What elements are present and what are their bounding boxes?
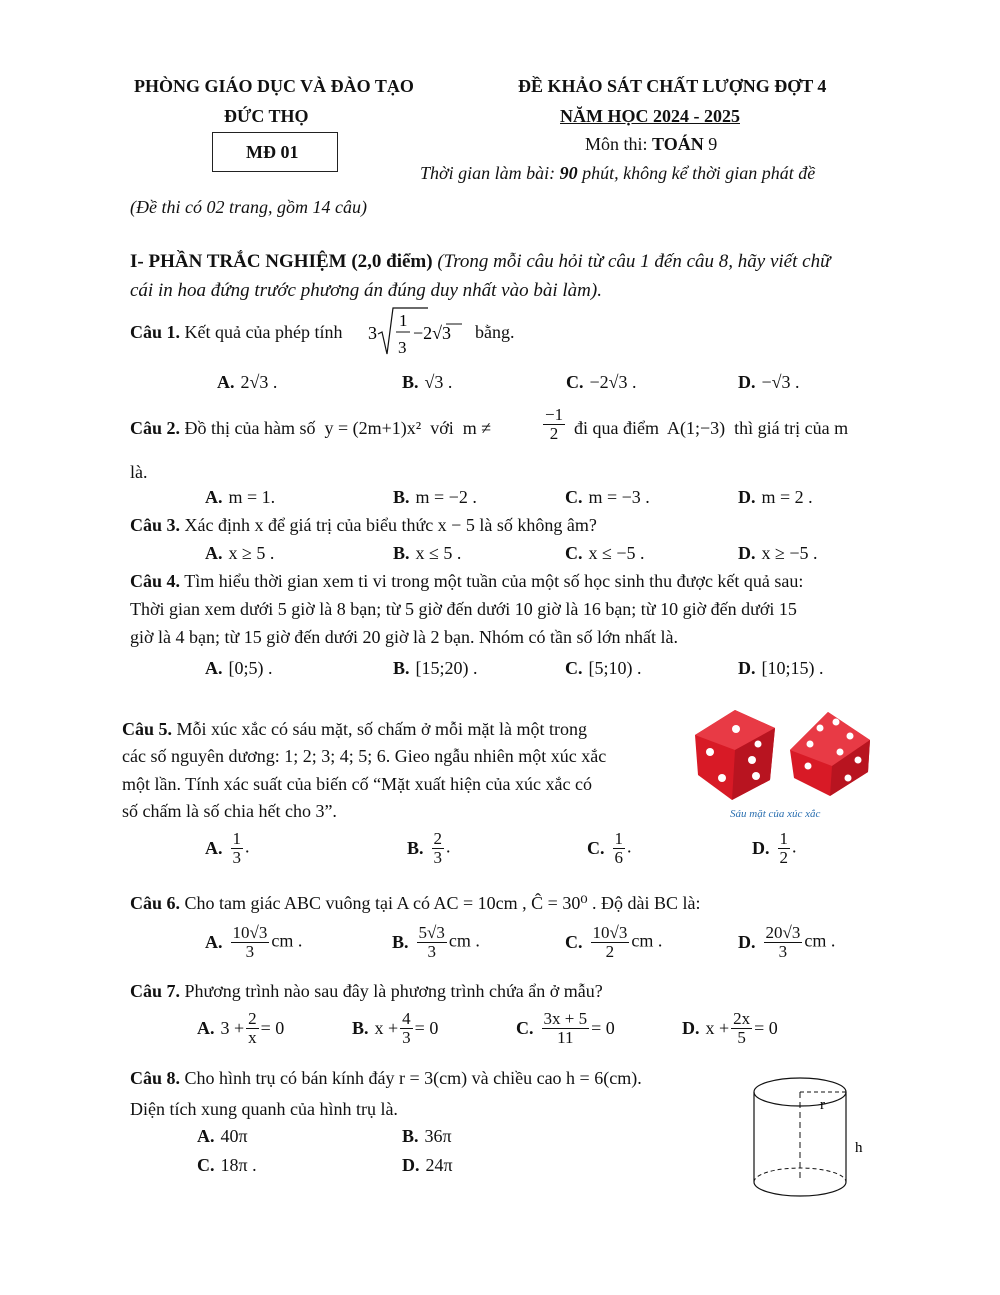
svg-text:−2√3: −2√3: [413, 323, 452, 343]
section-title: I- PHẦN TRẮC NGHIỆM (2,0 điểm): [130, 251, 433, 272]
option-text: x ≤ −5 .: [588, 543, 645, 563]
option-text: x ≥ 5 .: [228, 543, 275, 563]
option-letter: A.: [205, 837, 223, 858]
q2-fraction: [541, 406, 567, 443]
q6-option-d[interactable]: [738, 924, 835, 961]
frac-den: 3: [778, 941, 788, 961]
option-letter: B.: [393, 487, 410, 507]
q8-option-c[interactable]: [197, 1155, 257, 1176]
frac-num: 1: [232, 829, 241, 848]
question-6: [130, 893, 701, 914]
svg-text:3: 3: [368, 323, 377, 343]
q5-option-d[interactable]: D. $\frac{1}{2}$ .: [752, 829, 797, 867]
option-letter: C.: [565, 543, 583, 563]
q4-label: Câu 4.: [130, 571, 181, 591]
frac-den: 11: [557, 1027, 574, 1047]
q8-option-a[interactable]: [197, 1126, 248, 1147]
q7-option-c[interactable]: C. $\frac{3x + 5}{11}$ = 0: [516, 1009, 615, 1047]
q5-line3: một lần. Tính xác suất của biến cố “Mặt xuất hiện của xúc xắc có: [122, 774, 592, 794]
q8-line2: Diện tích xung quanh của hình trụ là.: [130, 1099, 398, 1119]
school-year: NĂM HỌC 2024 - 2025: [560, 106, 740, 126]
frac-den: 2: [605, 941, 615, 961]
frac-den: 2: [779, 847, 788, 867]
option-text: 40π: [220, 1126, 248, 1146]
q3-option-a[interactable]: [205, 543, 274, 564]
q4-option-b[interactable]: [393, 658, 478, 679]
q2-option-c[interactable]: [565, 487, 650, 508]
frac-num: 10√3: [592, 923, 628, 942]
frac-num: 2: [248, 1009, 257, 1028]
q6-text: Cho tam giác ABC vuông tại A có AC = 10cm , Ĉ = 30⁰ . Độ dài BC là:: [184, 893, 701, 913]
option-letter: B.: [402, 372, 419, 392]
question-2: [130, 418, 491, 439]
option-text: [10;15) .: [761, 658, 824, 678]
q1-text: Kết quả của phép tính: [184, 322, 343, 342]
q2-condition: m ≠: [462, 418, 492, 438]
q8-label: Câu 8.: [130, 1068, 181, 1088]
frac-den: 5: [737, 1027, 746, 1047]
q5-label: Câu 5.: [122, 719, 173, 739]
option-text: −√3 .: [761, 372, 800, 392]
question-8: [130, 1068, 642, 1089]
section-instruction: (Trong mỗi câu hỏi từ câu 1 đến câu 8, hãy viết chữ: [437, 251, 831, 272]
exam-code: MĐ 01: [246, 142, 299, 162]
cylinder-figure: [750, 1072, 870, 1212]
frac-den: 3: [402, 1027, 411, 1047]
unit: cm .: [804, 930, 836, 951]
option-letter: A.: [197, 1017, 215, 1038]
q4-option-a[interactable]: [205, 658, 273, 679]
q2-tail2: là.: [130, 462, 148, 482]
q4-option-d[interactable]: [738, 658, 824, 679]
time-prefix: Thời gian làm bài:: [420, 163, 560, 183]
frac-num: 2: [433, 829, 443, 848]
option-text: m = 1.: [228, 487, 276, 507]
option-letter: C.: [565, 487, 583, 507]
q1-expression: [368, 304, 468, 362]
q6-label: Câu 6.: [130, 893, 181, 913]
option-letter: A.: [205, 543, 223, 563]
q3-option-b[interactable]: [393, 543, 461, 564]
option-letter: D.: [738, 543, 756, 563]
q2-option-d[interactable]: [738, 487, 813, 508]
q2-label: Câu 2.: [130, 418, 181, 438]
option-text: [15;20) .: [415, 658, 478, 678]
option-letter: D.: [402, 1155, 420, 1175]
option-letter: D.: [738, 658, 756, 678]
subject-name: TOÁN: [652, 134, 704, 154]
q2-text: Đồ thị của hàm số: [184, 418, 316, 438]
frac-den: 3: [245, 941, 255, 961]
q7-option-a[interactable]: A. 3 + $\frac{2}{x}$ = 0: [197, 1009, 285, 1047]
frac-num: 3x + 5: [543, 1009, 588, 1028]
q1-option-b[interactable]: [402, 372, 452, 393]
option-letter: A.: [205, 931, 223, 952]
section-instruction-cont: cái in hoa đứng trước phương án đúng duy nhất vào bài làm).: [130, 280, 602, 301]
frac-num: 4: [402, 1009, 411, 1028]
option-letter: D.: [752, 837, 770, 858]
time-line: [420, 163, 815, 184]
option-letter: B.: [393, 543, 410, 563]
frac-num: 2x: [733, 1009, 751, 1028]
pages-note: (Đề thi có 02 trang, gồm 14 câu): [130, 197, 367, 217]
q7-label: Câu 7.: [130, 981, 181, 1001]
frac-num: 10√3: [232, 923, 268, 942]
frac-den: 6: [614, 847, 623, 867]
question-5: [122, 719, 587, 740]
q2-point: A(1;−3): [667, 418, 726, 438]
q6-option-c[interactable]: [565, 924, 662, 961]
q1-tail: bằng.: [475, 322, 515, 342]
option-text: √3 .: [424, 372, 453, 392]
option-letter: D.: [682, 1017, 700, 1038]
unit: cm .: [448, 930, 480, 951]
time-suffix: phút, không kể thời gian phát đề: [577, 163, 816, 183]
option-letter: A.: [205, 487, 223, 507]
q7-option-d[interactable]: D. x + $\frac{2x}{5}$ = 0: [682, 1009, 778, 1047]
frac-den: 3: [232, 847, 241, 867]
option-letter: C.: [587, 837, 605, 858]
exam-title: ĐỀ KHẢO SÁT CHẤT LƯỢNG ĐỢT 4: [518, 76, 827, 96]
frac-num: 5√3: [418, 923, 445, 942]
frac-num: 20√3: [765, 923, 801, 942]
q2-option-b[interactable]: [393, 487, 477, 508]
q8-option-d[interactable]: [402, 1155, 453, 1176]
question-3: [130, 515, 597, 536]
option-text: [0;5) .: [228, 658, 273, 678]
frac-num: 1: [614, 829, 623, 848]
option-text: 36π: [424, 1126, 452, 1146]
die-right: [790, 712, 870, 796]
option-letter: B.: [352, 1017, 369, 1038]
q2-pass: đi qua điểm: [574, 418, 659, 438]
dice-image: [690, 700, 890, 810]
q1-label: Câu 1.: [130, 322, 181, 342]
section-heading: [130, 251, 830, 273]
frac-den: 3: [427, 941, 436, 961]
option-letter: C.: [566, 372, 584, 392]
option-letter: B.: [393, 658, 410, 678]
option-letter: B.: [392, 931, 409, 952]
option-letter: A.: [197, 1126, 215, 1146]
q2-with: với: [430, 418, 454, 438]
q2-rest: [574, 418, 848, 439]
die-left: [695, 710, 775, 800]
option-letter: C.: [197, 1155, 215, 1175]
cylinder-r-label: r: [820, 1097, 825, 1113]
option-letter: D.: [738, 931, 756, 952]
q4-option-c[interactable]: [565, 658, 642, 679]
subject-grade: 9: [703, 134, 718, 154]
svg-text:3: 3: [398, 338, 407, 357]
option-letter: C.: [565, 658, 583, 678]
q3-text: Xác định x để giá trị của biểu thức x − 5 là số không âm?: [184, 515, 597, 535]
q6-option-b[interactable]: [392, 924, 480, 961]
q8-line1: Cho hình trụ có bán kính đáy r = 3(cm) và chiều cao h = 6(cm).: [184, 1068, 642, 1088]
q4-line1: Tìm hiểu thời gian xem ti vi trong một tuần của một số học sinh thu được kết quả sau:: [184, 571, 804, 591]
q5-line2: các số nguyên dương: 1; 2; 3; 4; 5; 6. Gieo ngẫu nhiên một xúc xắc: [122, 746, 607, 766]
district-name: ĐỨC THỌ: [224, 106, 309, 126]
subject-prefix: Môn thi:: [585, 134, 653, 154]
q8-option-b[interactable]: [402, 1126, 452, 1147]
option-text: x ≤ 5 .: [415, 543, 462, 563]
option-text: m = 2 .: [761, 487, 813, 507]
option-text: [5;10) .: [588, 658, 642, 678]
option-letter: A.: [205, 658, 223, 678]
frac-num: 1: [779, 829, 788, 848]
frac-den: 3: [433, 847, 443, 867]
option-text: 2√3 .: [240, 372, 278, 392]
q4-line3: giờ là 4 bạn; từ 15 giờ đến dưới 20 giờ là 2 bạn. Nhóm có tần số lớn nhất là.: [130, 627, 679, 647]
dept-name: PHÒNG GIÁO DỤC VÀ ĐÀO TẠO: [134, 76, 414, 96]
unit: cm .: [271, 930, 303, 951]
q1-option-d[interactable]: [738, 372, 800, 393]
option-letter: D.: [738, 487, 756, 507]
frac-den: x: [248, 1027, 257, 1047]
q5-option-b[interactable]: B. $\frac{2}{3}$ .: [407, 829, 451, 867]
cylinder-h-label: h: [855, 1140, 863, 1156]
q1-option-a[interactable]: [217, 372, 277, 393]
option-text: m = −3 .: [588, 487, 650, 507]
q2-tail: thì giá trị của m: [734, 418, 849, 438]
question-4: [130, 571, 803, 592]
time-value: 90: [559, 163, 578, 183]
option-letter: D.: [738, 372, 756, 392]
unit: cm .: [631, 930, 663, 951]
option-letter: C.: [565, 931, 583, 952]
option-text: x ≥ −5 .: [761, 543, 818, 563]
svg-text:1: 1: [399, 311, 408, 330]
option-letter: B.: [407, 837, 424, 858]
option-letter: B.: [402, 1126, 419, 1146]
option-letter: A.: [217, 372, 235, 392]
q3-option-d[interactable]: [738, 543, 818, 564]
question-7: [130, 981, 603, 1002]
q4-line2: Thời gian xem dưới 5 giờ là 8 bạn; từ 5 giờ đến dưới 10 giờ là 16 bạn; từ 10 giờ đến dưới 15: [130, 599, 797, 619]
frac-num: −1: [545, 405, 564, 424]
option-text: −2√3 .: [589, 372, 637, 392]
option-text: 18π .: [220, 1155, 257, 1175]
q3-option-c[interactable]: [565, 543, 645, 564]
option-letter: C.: [516, 1017, 534, 1038]
q7-text: Phương trình nào sau đây là phương trình chứa ẩn ở mẫu?: [184, 981, 603, 1001]
q5-line1: Mỗi xúc xắc có sáu mặt, số chấm ở mỗi mặt là một trong: [176, 719, 587, 739]
option-text: 24π: [425, 1155, 453, 1175]
q5-option-c[interactable]: C. $\frac{1}{6}$ .: [587, 829, 632, 867]
option-text: m = −2 .: [415, 487, 477, 507]
q5-option-a[interactable]: A. $\frac{1}{3}$ .: [205, 829, 250, 867]
q6-option-a[interactable]: [205, 924, 302, 961]
frac-den: 2: [549, 423, 559, 443]
dice-caption: Sáu mặt của xúc xắc: [730, 808, 821, 820]
q1-option-c[interactable]: [566, 372, 637, 393]
q2-function: y = (2m+1)x²: [324, 418, 422, 438]
q3-label: Câu 3.: [130, 515, 181, 535]
subject-line: [585, 134, 717, 155]
q5-line4: số chấm là số chia hết cho 3”.: [122, 801, 337, 821]
q2-option-a[interactable]: [205, 487, 275, 508]
q7-option-b[interactable]: B. x + $\frac{4}{3}$ = 0: [352, 1009, 439, 1047]
question-1: [130, 322, 342, 343]
